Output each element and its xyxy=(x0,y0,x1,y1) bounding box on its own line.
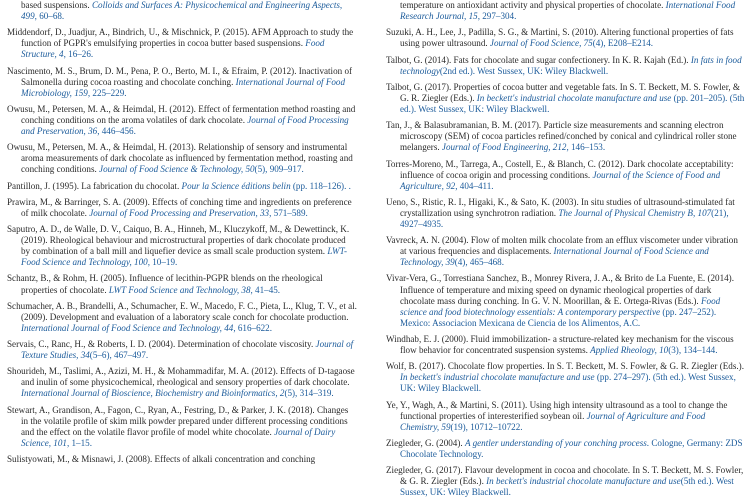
reference-pages: , 1–15. xyxy=(66,437,92,448)
reference-entry xyxy=(386,55,745,77)
reference-journal-link[interactable]: A gentler understanding of your conching process xyxy=(464,437,647,448)
reference-entry xyxy=(7,366,357,399)
reference-journal-link[interactable]: LWT-Food Science and Technology, 100 xyxy=(21,246,348,268)
reference-column-left xyxy=(7,0,357,470)
reference-authors-title: Servais, C., Ranc, H., & Roberts, I. D. (2004). Determination of chocolate viscosity. xyxy=(7,339,316,350)
reference-journal-link[interactable]: Colloids and Surfaces A: Physicochemical and Engineering Aspects, 499 xyxy=(21,0,343,22)
reference-entry xyxy=(7,104,357,137)
reference-entry xyxy=(386,0,745,22)
reference-journal-link[interactable]: Journal of the Science of Food and Agriculture, 92 xyxy=(400,169,721,191)
reference-authors-title: Torres-Moreno, M., Tarrega, A., Costell, E., & Blanch, C. (2012). Dark chocolate acceptability: influence of cocoa origin and processing conditions. xyxy=(386,158,734,180)
reference-pages: , 16–26. xyxy=(63,49,94,60)
reference-pages: , 60–68. xyxy=(34,11,65,22)
reference-entry xyxy=(386,235,745,268)
reference-entry xyxy=(7,142,357,175)
reference-entry xyxy=(386,361,745,394)
reference-authors-title: Vavreck, A. N. (2004). Flow of molten milk chocolate from an efflux viscometer under vibration at various frequencies and displacements. xyxy=(386,235,738,257)
reference-entry xyxy=(386,438,745,460)
reference-pages: (21), 4927–4935. xyxy=(400,207,729,229)
reference-journal-link[interactable]: The Journal of Physical Chemistry B, 107 xyxy=(558,207,712,218)
reference-authors-title: Prawira, M., & Barringer, S. A. (2009). Effects of conching time and ingredients on preference of milk chocolate. xyxy=(7,196,352,218)
reference-journal-link[interactable]: Food Structure, 4 xyxy=(21,38,325,60)
reference-pages: (5th ed.). West Sussex, UK: Wiley Blackwell. xyxy=(400,476,734,498)
reference-journal-link[interactable]: Journal of Food Processing and Preservation, 36 xyxy=(21,114,349,137)
reference-journal-link[interactable]: Journal of Agriculture and Food Chemistry, 59 xyxy=(400,410,706,432)
reference-journal-link[interactable]: Food science and food biotechnology essentials: A contemporary perspective xyxy=(400,295,721,317)
reference-journal-link[interactable]: Journal of Food Science, 75 xyxy=(489,38,593,49)
reference-entry xyxy=(386,400,745,433)
reference-authors-title: Ye, Y., Wagh, A., & Martini, S. (2011). Using high intensity ultrasound as a tool to change the functional properties of interesterified soybean oil. xyxy=(386,399,728,421)
reference-authors-title: Sulistyowati, M., & Misnawi, J. (2008). Effects of alkali concentration and conching xyxy=(7,454,316,465)
reference-authors-title: Vivar-Vera, G., Torrestiana Sanchez, B., Monrey Rivera, J. A., & Brito de La Fuente, E. (2014). Influence of temperature and mixing speed on dynamic rheological properties of dark chocolate mass during conching. In G. V. N. Moorillan, & E. Ortega-Rivas (Eds.). xyxy=(386,273,734,306)
reference-journal-link[interactable]: Pour la Science éditions belin xyxy=(181,180,291,191)
reference-authors-title: Shourideh, M., Taslimi, A., Azizi, M. H., & Mohammadifar, M. A. (2012). Effects of D-tagaose and inulin of some physicochemical, rheological and sensory properties of dark chocolate. xyxy=(7,366,355,388)
reference-entry xyxy=(386,197,745,230)
reference-entry xyxy=(7,66,357,99)
reference-authors-title: temperature on antioxidant activity and physical properties of chocolate. xyxy=(400,0,666,10)
reference-pages: , 41–45. xyxy=(250,284,281,295)
reference-pages: (5–6), 467–497. xyxy=(89,350,149,361)
reference-pages: , 571–589. xyxy=(269,207,308,218)
reference-journal-link[interactable]: International Journal of Food Science and Technology, 39 xyxy=(400,246,709,268)
reference-authors-title: Owusu, M., Petersen, M. A., & Heimdal, H. (2013). Relationship of sensory and instrumental aroma measurements of dark chocolate as influenced by fermentation method, roasting and conching conditions. xyxy=(7,142,353,175)
reference-authors-title: Saputro, A. D., de Walle, D. V., Caiquo, B. A., Hinneh, M., Kluczykoff, M., & Dewettinck, K. (2019). Rheological behaviour and microstructural properties of dark chocolate produced by combination of a ball mill and liquefier device as small scale production system. xyxy=(7,224,350,257)
reference-authors-title: Wolf, B. (2017). Chocolate flow properties. In S. T. Beckett, M. S. Fowler, & G. R. Ziegler (Eds.). xyxy=(386,361,744,372)
reference-pages: (pp. 118–126). . xyxy=(290,180,351,191)
reference-journal-link[interactable]: LWT Food Science and Technology, 38 xyxy=(108,284,251,295)
reference-authors-title: based suspensions. xyxy=(21,0,92,10)
reference-entry xyxy=(386,27,745,49)
reference-entry xyxy=(7,27,357,60)
reference-journal-link[interactable]: Journal of Food Processing and Preservation, 33 xyxy=(89,207,270,218)
reference-journal-link[interactable]: International Journal of Bioscience, Biochemistry and Bioinformatics, 2 xyxy=(21,388,285,399)
reference-pages: , 616–622. xyxy=(233,322,272,333)
reference-authors-title: Owusu, M., Petersen, M. A., & Heimdal, H. (2012). Effect of fermentation method roasting and conching conditions on the aroma volatiles of dark chocolate. xyxy=(7,103,356,125)
reference-journal-link[interactable]: In beckett's industrial chocolate manufacture and use xyxy=(486,476,681,487)
reference-journal-link[interactable]: International Journal of Food Microbiology, 159 xyxy=(21,76,346,98)
reference-journal-link[interactable]: Journal of Food Science & Technology, 50 xyxy=(99,164,255,175)
reference-pages: , 297–304. xyxy=(477,11,517,22)
reference-authors-title: Middendorf, D., Juadjur, A., Bindrich, U., & Mischnick, P. (2015). AFM Approach to study the function of PGPR's emulsifying properties in cocoa butter based suspensions. xyxy=(7,27,354,49)
reference-authors-title: Ziegleder, G. (2004). xyxy=(386,437,465,448)
reference-entry xyxy=(386,273,745,328)
reference-authors-title: Talbot, G. (2017). Properties of cocoa butter and vegetable fats. In S. T. Beckett, M. S. Fowler, & G. R. Ziegler (Eds.). xyxy=(386,81,740,103)
reference-journal-link[interactable]: Journal of Dairy Science, 101 xyxy=(21,426,336,448)
reference-journal-link[interactable]: Journal of Food Engineering, 212 xyxy=(441,142,567,153)
reference-pages: (5), 909–917. xyxy=(254,164,304,175)
reference-entry xyxy=(7,273,357,295)
reference-entry xyxy=(7,339,357,361)
reference-authors-title: Suzuki, A. H., Lee, J., Padilla, S. G., & Martini, S. (2010). Altering functional properties of fats using power ultrasound. xyxy=(386,27,734,49)
reference-entry xyxy=(386,159,745,192)
reference-entry xyxy=(386,334,745,356)
reference-journal-link[interactable]: Journal of Texture Studies, 34 xyxy=(21,339,354,361)
reference-journal-link[interactable]: International Journal of Food Science and Technology, 44 xyxy=(21,322,234,333)
reference-authors-title: Windhab, E. J. (2000). Fluid immobilization- a structure-related key mechanism for the viscous flow behavior for concentrated suspension systems. xyxy=(386,333,734,355)
reference-journal-link[interactable]: Applied Rheology, 10 xyxy=(590,344,669,355)
reference-column-right xyxy=(386,0,745,503)
reference-journal-link[interactable]: In beckett's industrial chocolate manufacture and use xyxy=(476,92,672,103)
reference-pages: (5), 314–319. xyxy=(284,388,334,399)
reference-authors-title: Talbot, G. (2014). Fats for chocolate and sugar confectionery. In K. R. Kajah (Ed.). xyxy=(386,54,691,65)
reference-pages: (3), 134–144. xyxy=(668,344,718,355)
reference-pages: , 446–456. xyxy=(97,126,136,137)
reference-entry xyxy=(386,465,745,498)
reference-pages: (pp. 247–252). Mexico: Associacion Mexicana de Ciencia de los Alimentos, A.C. xyxy=(400,306,717,328)
reference-entry xyxy=(7,197,357,219)
reference-pages: , 404–411. xyxy=(455,180,494,191)
reference-authors-title: Ziegleder, G. (2017). Flavour development in cocoa and chocolate. In S. T. Beckett, M. S. Fowler, & G. R. Ziegler (Eds.). xyxy=(386,465,744,487)
reference-pages: (2nd ed.). West Sussex, UK: Wiley Blackwell. xyxy=(439,65,609,76)
reference-entry xyxy=(7,224,357,268)
reference-journal-link[interactable]: In beckett's industrial chocolate manufacture and use xyxy=(400,372,595,383)
reference-pages: . Cologne, Germany: ZDS Chocolate Technology. xyxy=(400,437,743,459)
reference-entry xyxy=(7,454,357,465)
reference-pages: (19), 10712–10722. xyxy=(450,421,523,432)
reference-authors-title: Tan, J., & Balasubramanian, B. M. (2017). Particle size measurements and scanning electron microscopy (SEM) of cocoa particles refined/conched by conical and cylindrical roller stone melangers. xyxy=(386,120,737,153)
reference-entry xyxy=(7,301,357,334)
reference-authors-title: Ueno, S., Ristic, R. I., Higaki, K., & Sato, K. (2003). In situ studies of ultrasound-stimulated fat crystallization using synchrotron radiation. xyxy=(386,196,735,218)
reference-entry xyxy=(7,181,357,192)
reference-entry xyxy=(7,405,357,449)
reference-pages: (4), 465–468. xyxy=(454,257,504,268)
reference-entry xyxy=(386,82,745,115)
reference-journal-link[interactable]: In fats in food technology xyxy=(400,54,742,76)
reference-authors-title: Schumacher, A. B., Brandelli, A., Schumacher, E. W., Macedo, F. C., Pieta, L., Klug, T. V., et al. (2009). Development and evaluation of a laboratory scale conch for chocolate production. xyxy=(7,300,357,322)
reference-pages: (4), E208–E214. xyxy=(592,38,654,49)
reference-authors-title: Pantillon, J. (1995). La fabrication du chocolat. xyxy=(7,180,182,191)
reference-journal-link[interactable]: International Food Research Journal, 15 xyxy=(400,0,736,22)
reference-entry xyxy=(7,0,357,22)
reference-pages: (pp. 201–205). (5th ed.). West Sussex, UK: Wiley Blackwell. xyxy=(400,92,745,114)
reference-authors-title: Nascimento, M. S., Brum, D. M., Pena, P. O., Berto, M. I., & Efraim, P. (2012). Inactivation of Salmonella during cocoa roasting and chocolate conching. xyxy=(7,65,353,87)
reference-authors-title: Schantz, B., & Rohm, H. (2005). Influence of lecithin-PGPR blends on the rheological properties of chocolate. xyxy=(7,273,323,295)
reference-pages: , 10–19. xyxy=(147,257,178,268)
reference-pages: , 225–229. xyxy=(87,87,127,98)
reference-pages: (pp. 274–297). (5th ed.). West Sussex, UK: Wiley Blackwell. xyxy=(400,372,736,394)
reference-entry xyxy=(386,120,745,153)
reference-authors-title: Stewart, A., Grandison, A., Fagon, C., Ryan, A., Festring, D., & Parker, J. K. (2018). Changes in the volatile profile of skim milk powder prepared under different processing conditions and the effect on the volatile flavor profile of model white chocolate. xyxy=(7,404,349,437)
reference-pages: , 146–153. xyxy=(566,142,606,153)
